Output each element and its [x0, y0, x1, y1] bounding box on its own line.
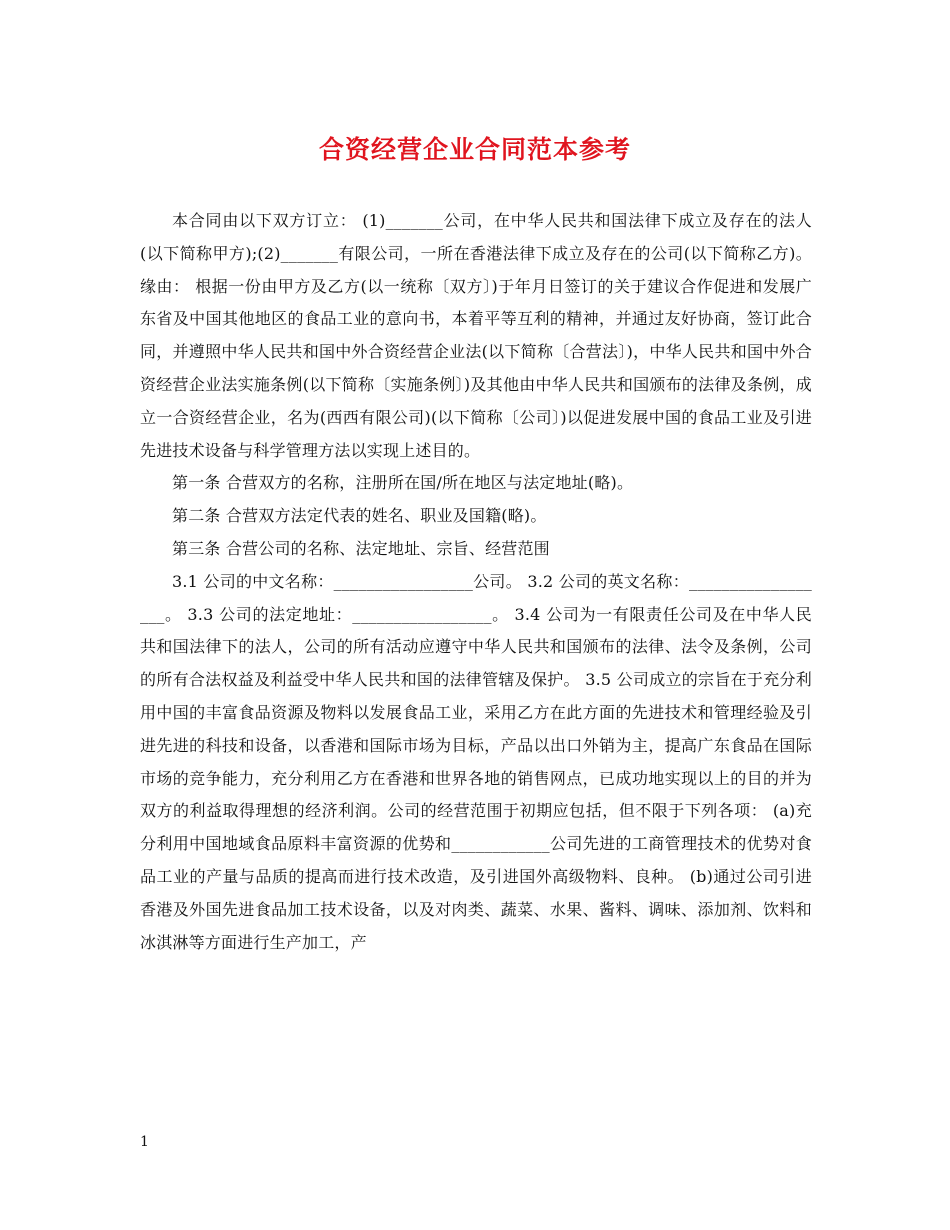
paragraph-article-3: 第三条 合营公司的名称、法定地址、宗旨、经营范围 [172, 538, 550, 558]
document-body [140, 205, 812, 959]
paragraph-article-3-clauses: 3.1 公司的中文名称：_________________公司。 3.2 公司的英文名称：__________________。 3.3 公司的法定地址：_________________。 3.4 公司为一有限责任公司及在中华人民共和国法律下的法人，公司的所有活动应遵守中华人民共和国颁布的法律、法令及条例，公司的所有合法权益及利益受中华人民共和国的法律管辖及保护。 3.5 公司成立的宗旨在于充分利用中国的丰富食品资源及物料以发展食品工业，采用乙方在此方面的先进技术和管理经验及引进先进的科技和设备，以香港和国际市场为目标，产品以出口外销为主，提高广东食品在国际市场的竞争能力，充分利用乙方在香港和世界各地的销售网点，已成功地实现以上的目的并为双方的利益取得理想的经济利润。公司的经营范围于初期应包括，但不限于下列各项： (a)充分利用中国地域食品原料丰富资源的优势和____________公司先进的工商管理技术的优势对食品工业的产量与品质的提高而进行技术改造，及引进国外高级物料、良种。 (b)通过公司引进香港及外国先进食品加工技术设备，以及对肉类、蔬菜、水果、酱料、调味、添加剂、饮料和冰淇淋等方面进行生产加工，产 [140, 571, 812, 952]
document-title: 合资经营企业合同范本参考 [318, 135, 631, 164]
paragraph-preamble: 本合同由以下双方订立： (1)_______公司，在中华人民共和国法律下成立及存在的法人(以下简称甲方);(2)_______有限公司，一所在香港法律下成立及存在的公司(以下简称乙方)。 缘由： 根据一份由甲方及乙方(以一统称〔双方〕)于年月日签订的关于建议合作促进和发展广东省及中国其他地区的食品工业的意向书，本着平等互利的精神，并通过友好协商，签订此合同，并遵照中华人民共和国中外合资经营企业法(以下简称〔合营法〕)，中华人民共和国中外合资经营企业法实施条例(以下简称〔实施条例〕)及其他由中华人民共和国颁布的法律及条例，成立一合资经营企业，名为(西西有限公司)(以下简称〔公司〕)以促进发展中国的食品工业及引进先进技术设备与科学管理方法以实现上述目的。 [140, 211, 812, 460]
page-number: 1 [140, 1134, 149, 1150]
paragraph-article-2: 第二条 合营双方法定代表的姓名、职业及国籍(略)。 [172, 506, 547, 526]
paragraph-article-1: 第一条 合营双方的名称，注册所在国/所在地区与法定地址(略)。 [172, 473, 634, 493]
